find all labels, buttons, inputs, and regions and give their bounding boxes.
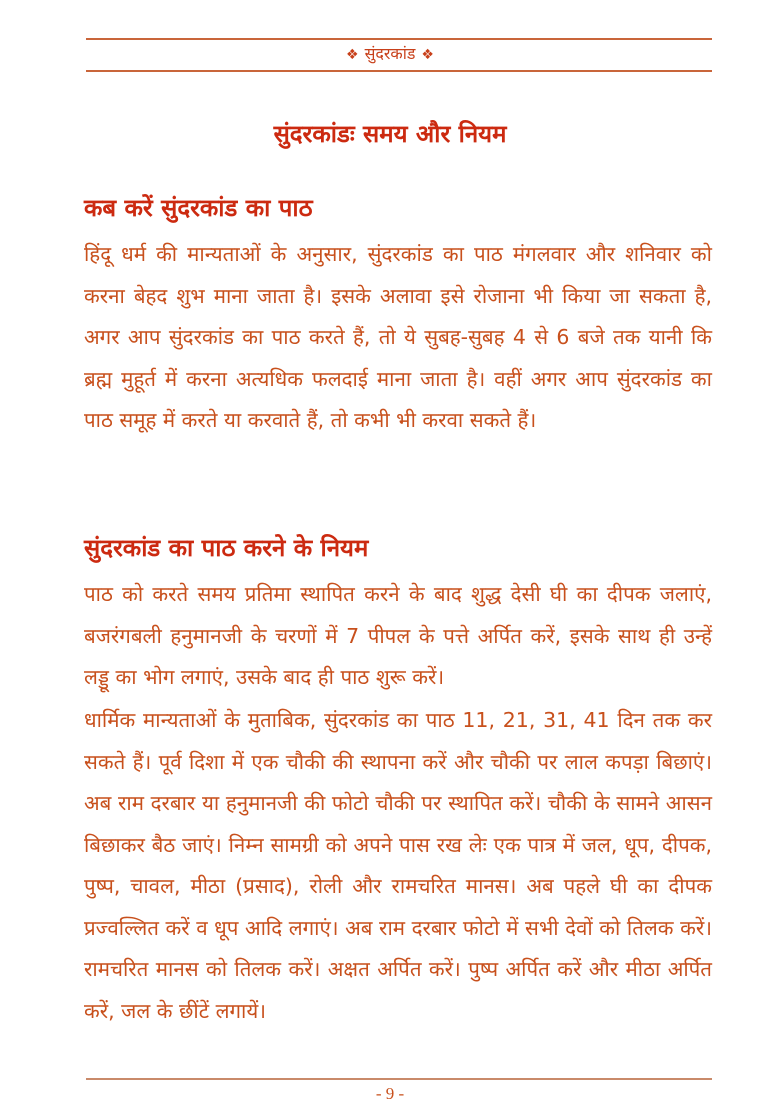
page-title: सुंदरकांडः समय और नियम — [273, 120, 507, 149]
section-heading-when: कब करें सुंदरकांड का पाठ — [84, 194, 313, 222]
running-title: सुंदरकांड — [364, 44, 416, 63]
header-rule-bottom — [86, 70, 712, 72]
page-number: - 9 - — [375, 1084, 405, 1103]
running-header — [0, 42, 780, 67]
section-heading-rules: सुंदरकांड का पाठ करने के नियम — [84, 534, 369, 562]
header-rule-top — [86, 38, 712, 40]
paragraph-rules-1: पाठ को करते समय प्रतिमा स्थापित करने के बाद शुद्ध देसी घी का दीपक जलाएं, बजरंगबली हनुमानजी के चरणों में 7 पीपल के पत्ते अर्पित करें, इसके साथ ही उन्हें लड्डू का भोग लगाएं, उसके बाद ही पाठ शुरू करें। — [84, 582, 712, 689]
footer-rule — [86, 1078, 712, 1080]
paragraph-when: हिंदू धर्म की मान्यताओं के अनुसार, सुंदरकांड का पाठ मंगलवार और शनिवार को करना बेहद शुभ माना जाता है। इसके अलावा इसे रोजाना भी किया जा सकता है, अगर आप सुंदरकांड का पाठ करते हैं, तो ये सुबह-सुबह 4 से 6 बजे तक यानी कि ब्रह्म मुहूर्त में करना अत्यधिक फलदाई माना जाता है। वहीं अगर आप सुंदरकांड का पाठ समूह में करते या करवाते हैं, तो कभी भी करवा सकते हैं। — [84, 242, 712, 432]
ornament-right-icon: ❖ — [421, 47, 434, 63]
paragraph-rules-2: धार्मिक मान्यताओं के मुताबिक, सुंदरकांड का पाठ 11, 21, 31, 41 दिन तक कर सकते हैं। पूर्व दिशा में एक चौकी की स्थापना करें और चौकी पर लाल कपड़ा बिछाएं। अब राम दरबार या हनुमानजी की फोटो चौकी पर स्थापित करें। चौकी के सामने आसन बिछाकर बैठ जाएं। निम्न सामग्री को अपने पास रख लेः एक पात्र में जल, धूप, दीपक, पुष्प, चावल, मीठा (प्रसाद), रोली और रामचरित मानस। अब पहले घी का दीपक प्रज्वल्लित करें व धूप आदि लगाएं। अब राम दरबार फोटो में सभी देवों को तिलक करें। रामचरित मानस को तिलक करें। अक्षत अर्पित करें। पुष्प अर्पित करें और मीठा अर्पित करें, जल के छींटें लगायें। — [84, 708, 712, 1023]
ornament-left-icon: ❖ — [346, 47, 359, 63]
